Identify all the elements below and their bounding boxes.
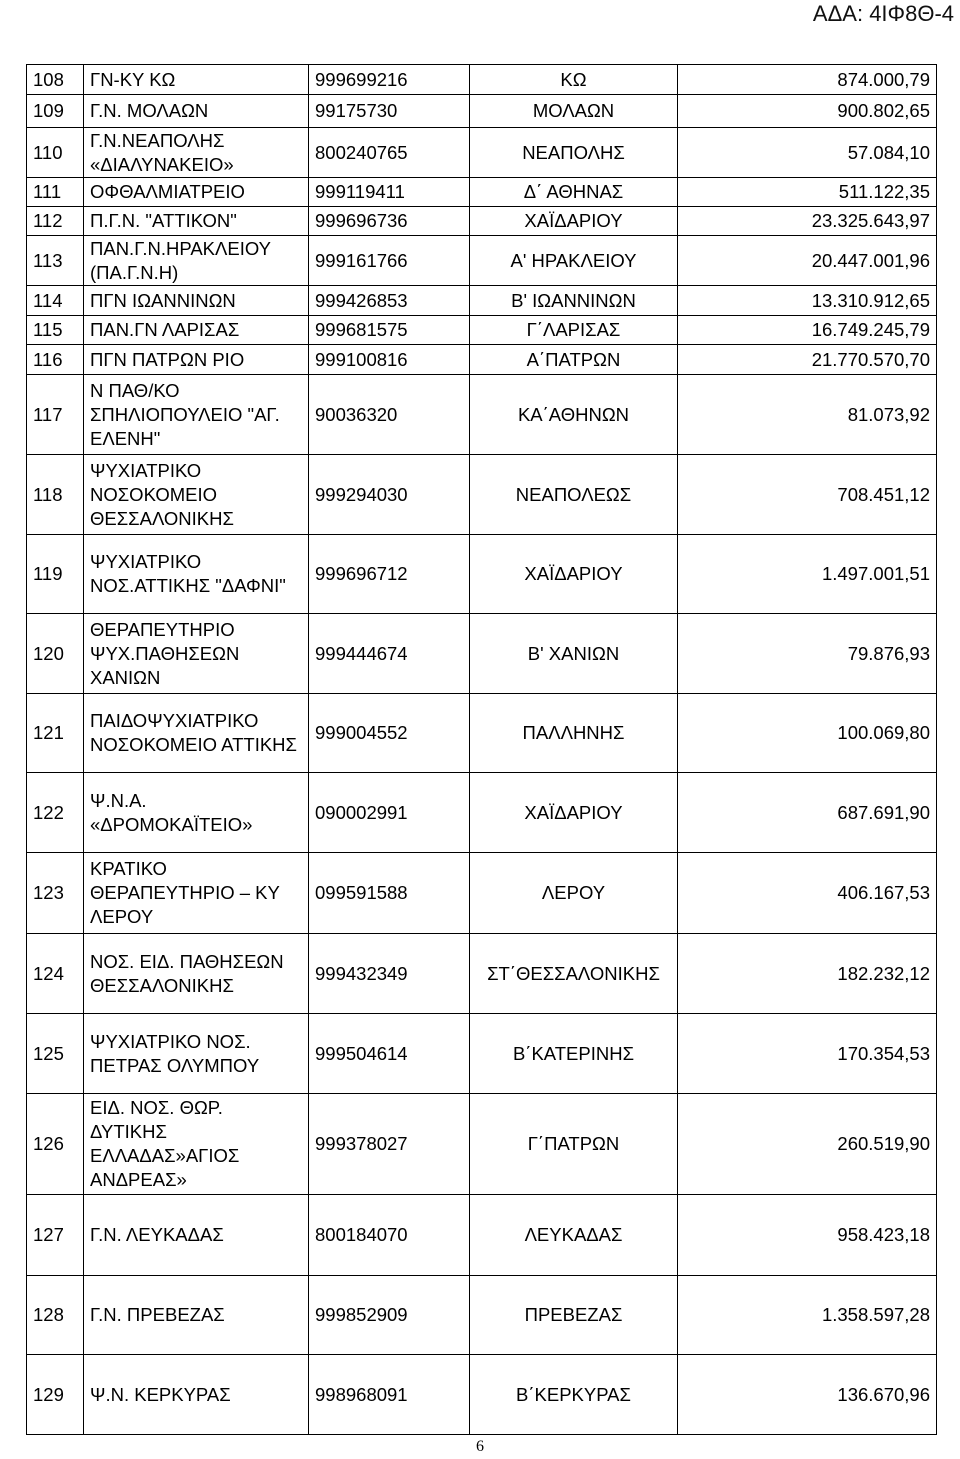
tax-id: 999161766 <box>309 236 470 286</box>
row-number: 109 <box>27 95 84 128</box>
hospital-name: ΠΑΝ.Γ.Ν.ΗΡΑΚΛΕΙΟΥ (ΠΑ.Γ.Ν.Η) <box>84 236 309 286</box>
tax-office: Α΄ΠΑΤΡΩΝ <box>470 345 678 375</box>
tax-office: Α' ΗΡΑΚΛΕΙΟΥ <box>470 236 678 286</box>
row-number: 122 <box>27 773 84 853</box>
row-number: 116 <box>27 345 84 375</box>
table-row <box>27 1094 937 1195</box>
tax-id: 99175730 <box>309 95 470 128</box>
table-row <box>27 1195 937 1276</box>
tax-office: Β΄ΚΕΡΚΥΡΑΣ <box>470 1355 678 1435</box>
tax-id: 090002991 <box>309 773 470 853</box>
ada-code: ΑΔΑ: 4ΙΦ8Θ-4 <box>812 1 954 26</box>
hospital-name: ΠΑΝ.ΓΝ ΛΑΡΙΣΑΣ <box>84 316 309 345</box>
row-number: 108 <box>27 65 84 95</box>
amount: 21.770.570,70 <box>678 345 937 375</box>
table-row <box>27 128 937 178</box>
tax-office: Β' ΧΑΝΙΩΝ <box>470 614 678 694</box>
tax-office: ΧΑΪΔΑΡΙΟΥ <box>470 773 678 853</box>
hospital-name: ΕΙΔ. ΝΟΣ. ΘΩΡ. ΔΥΤΙΚΗΣ ΕΛΛΑΔΑΣ»ΑΓΙΟΣ ΑΝΔΡΕΑΣ» <box>84 1094 309 1195</box>
hospital-name: ΠΓΝ ΠΑΤΡΩΝ ΡΙΟ <box>84 345 309 375</box>
amount: 16.749.245,79 <box>678 316 937 345</box>
tax-id: 999696712 <box>309 535 470 614</box>
table-row <box>27 455 937 535</box>
tax-id: 999426853 <box>309 286 470 316</box>
hospital-name: Γ.Ν. ΠΡΕΒΕΖΑΣ <box>84 1276 309 1355</box>
tax-office: ΣΤ΄ΘΕΣΣΑΛΟΝΙΚΗΣ <box>470 934 678 1014</box>
table-row <box>27 694 937 773</box>
tax-office: ΛΕΥΚΑΔΑΣ <box>470 1195 678 1276</box>
amount: 20.447.001,96 <box>678 236 937 286</box>
row-number: 114 <box>27 286 84 316</box>
table-row <box>27 236 937 286</box>
tax-office: ΝΕΑΠΟΛΗΣ <box>470 128 678 178</box>
amount: 79.876,93 <box>678 614 937 694</box>
hospital-name: ΟΦΘΑΛΜΙΑΤΡΕΙΟ <box>84 178 309 207</box>
tax-office: ΧΑΪΔΑΡΙΟΥ <box>470 535 678 614</box>
hospital-name: ΝΟΣ. ΕΙΔ. ΠΑΘΗΣΕΩΝ ΘΕΣΣΑΛΟΝΙΚΗΣ <box>84 934 309 1014</box>
tax-id: 999504614 <box>309 1014 470 1094</box>
table-row <box>27 853 937 934</box>
row-number: 127 <box>27 1195 84 1276</box>
row-number: 111 <box>27 178 84 207</box>
hospital-name: ΠΓΝ ΙΩΑΝΝΙΝΩΝ <box>84 286 309 316</box>
tax-id: 099591588 <box>309 853 470 934</box>
amount: 170.354,53 <box>678 1014 937 1094</box>
hospital-name: Γ.Ν. ΜΟΛΑΩΝ <box>84 95 309 128</box>
amount: 100.069,80 <box>678 694 937 773</box>
tax-id: 999681575 <box>309 316 470 345</box>
hospital-name: ΨΥΧΙΑΤΡΙΚΟ ΝΟΣ. ΠΕΤΡΑΣ ΟΛΥΜΠΟΥ <box>84 1014 309 1094</box>
hospital-name: Γ.Ν.ΝΕΑΠΟΛΗΣ «ΔΙΑΛΥΝΑΚΕΙΟ» <box>84 128 309 178</box>
tax-id: 999699216 <box>309 65 470 95</box>
hospital-name: ΨΥΧΙΑΤΡΙΚΟ ΝΟΣΟΚΟΜΕΙΟ ΘΕΣΣΑΛΟΝΙΚΗΣ <box>84 455 309 535</box>
tax-office: ΜΟΛΑΩΝ <box>470 95 678 128</box>
row-number: 123 <box>27 853 84 934</box>
amount: 406.167,53 <box>678 853 937 934</box>
row-number: 110 <box>27 128 84 178</box>
table-row <box>27 1014 937 1094</box>
table-row <box>27 535 937 614</box>
amount: 260.519,90 <box>678 1094 937 1195</box>
row-number: 128 <box>27 1276 84 1355</box>
tax-office: ΠΑΛΛΗΝΗΣ <box>470 694 678 773</box>
row-number: 115 <box>27 316 84 345</box>
tax-id: 800184070 <box>309 1195 470 1276</box>
hospital-name: ΚΡΑΤΙΚΟ ΘΕΡΑΠΕΥΤΗΡΙΟ – ΚΥ ΛΕΡΟΥ <box>84 853 309 934</box>
amount: 1.497.001,51 <box>678 535 937 614</box>
hospital-name: Ν ΠΑΘ/ΚΟ ΣΠΗΛΙΟΠΟΥΛΕΙΟ "ΑΓ. ΕΛΕΝΗ" <box>84 375 309 455</box>
table-row <box>27 316 937 345</box>
hospital-name: ΓΝ-ΚΥ ΚΩ <box>84 65 309 95</box>
amount: 900.802,65 <box>678 95 937 128</box>
page-number: 6 <box>476 1438 484 1455</box>
table-row <box>27 345 937 375</box>
table-body <box>27 65 937 1435</box>
table-row <box>27 207 937 236</box>
amount: 874.000,79 <box>678 65 937 95</box>
amount: 511.122,35 <box>678 178 937 207</box>
row-number: 119 <box>27 535 84 614</box>
hospital-name: Ψ.Ν. ΚΕΡΚΥΡΑΣ <box>84 1355 309 1435</box>
amount: 182.232,12 <box>678 934 937 1014</box>
tax-office: ΝΕΑΠΟΛΕΩΣ <box>470 455 678 535</box>
tax-office: ΠΡΕΒΕΖΑΣ <box>470 1276 678 1355</box>
table-row <box>27 934 937 1014</box>
tax-id: 999294030 <box>309 455 470 535</box>
amount: 23.325.643,97 <box>678 207 937 236</box>
hospital-name: ΠΑΙΔΟΨΥΧΙΑΤΡΙΚΟ ΝΟΣΟΚΟΜΕΙΟ ΑΤΤΙΚΗΣ <box>84 694 309 773</box>
hospital-table <box>26 64 937 1435</box>
table-row <box>27 286 937 316</box>
row-number: 112 <box>27 207 84 236</box>
tax-id: 800240765 <box>309 128 470 178</box>
table-row <box>27 773 937 853</box>
row-number: 125 <box>27 1014 84 1094</box>
amount: 1.358.597,28 <box>678 1276 937 1355</box>
hospital-name: ΘΕΡΑΠΕΥΤΗΡΙΟ ΨΥΧ.ΠΑΘΗΣΕΩΝ ΧΑΝΙΩΝ <box>84 614 309 694</box>
tax-office: ΚΑ΄ΑΘΗΝΩΝ <box>470 375 678 455</box>
row-number: 126 <box>27 1094 84 1195</box>
hospital-name: Ψ.Ν.Α. «ΔΡΟΜΟΚΑΪΤΕΙΟ» <box>84 773 309 853</box>
amount: 958.423,18 <box>678 1195 937 1276</box>
amount: 708.451,12 <box>678 455 937 535</box>
table-row <box>27 1276 937 1355</box>
tax-id: 999004552 <box>309 694 470 773</box>
tax-id: 999378027 <box>309 1094 470 1195</box>
table-row <box>27 65 937 95</box>
table-row <box>27 95 937 128</box>
tax-id: 999444674 <box>309 614 470 694</box>
tax-id: 999119411 <box>309 178 470 207</box>
amount: 136.670,96 <box>678 1355 937 1435</box>
row-number: 120 <box>27 614 84 694</box>
row-number: 129 <box>27 1355 84 1435</box>
hospital-name: Γ.Ν. ΛΕΥΚΑΔΑΣ <box>84 1195 309 1276</box>
table-row <box>27 375 937 455</box>
tax-office: ΛΕΡΟΥ <box>470 853 678 934</box>
table-row <box>27 178 937 207</box>
table-row <box>27 614 937 694</box>
tax-office: Γ΄ΛΑΡΙΣΑΣ <box>470 316 678 345</box>
tax-id: 999696736 <box>309 207 470 236</box>
hospital-name: ΨΥΧΙΑΤΡΙΚΟ ΝΟΣ.ΑΤΤΙΚΗΣ "ΔΑΦΝΙ" <box>84 535 309 614</box>
tax-office: Β΄ΚΑΤΕΡΙΝΗΣ <box>470 1014 678 1094</box>
tax-id: 90036320 <box>309 375 470 455</box>
row-number: 124 <box>27 934 84 1014</box>
table-row <box>27 1355 937 1435</box>
tax-office: Γ΄ΠΑΤΡΩΝ <box>470 1094 678 1195</box>
tax-id: 999432349 <box>309 934 470 1014</box>
amount: 13.310.912,65 <box>678 286 937 316</box>
amount: 687.691,90 <box>678 773 937 853</box>
hospital-name: Π.Γ.Ν. "ΑΤΤΙΚΟΝ" <box>84 207 309 236</box>
row-number: 113 <box>27 236 84 286</box>
tax-office: Β' ΙΩΑΝΝΙΝΩΝ <box>470 286 678 316</box>
tax-office: ΧΑΪΔΑΡΙΟΥ <box>470 207 678 236</box>
tax-id: 999852909 <box>309 1276 470 1355</box>
amount: 57.084,10 <box>678 128 937 178</box>
tax-id: 999100816 <box>309 345 470 375</box>
tax-office: ΚΩ <box>470 65 678 95</box>
row-number: 117 <box>27 375 84 455</box>
row-number: 118 <box>27 455 84 535</box>
row-number: 121 <box>27 694 84 773</box>
amount: 81.073,92 <box>678 375 937 455</box>
tax-office: Δ΄ ΑΘΗΝΑΣ <box>470 178 678 207</box>
tax-id: 998968091 <box>309 1355 470 1435</box>
